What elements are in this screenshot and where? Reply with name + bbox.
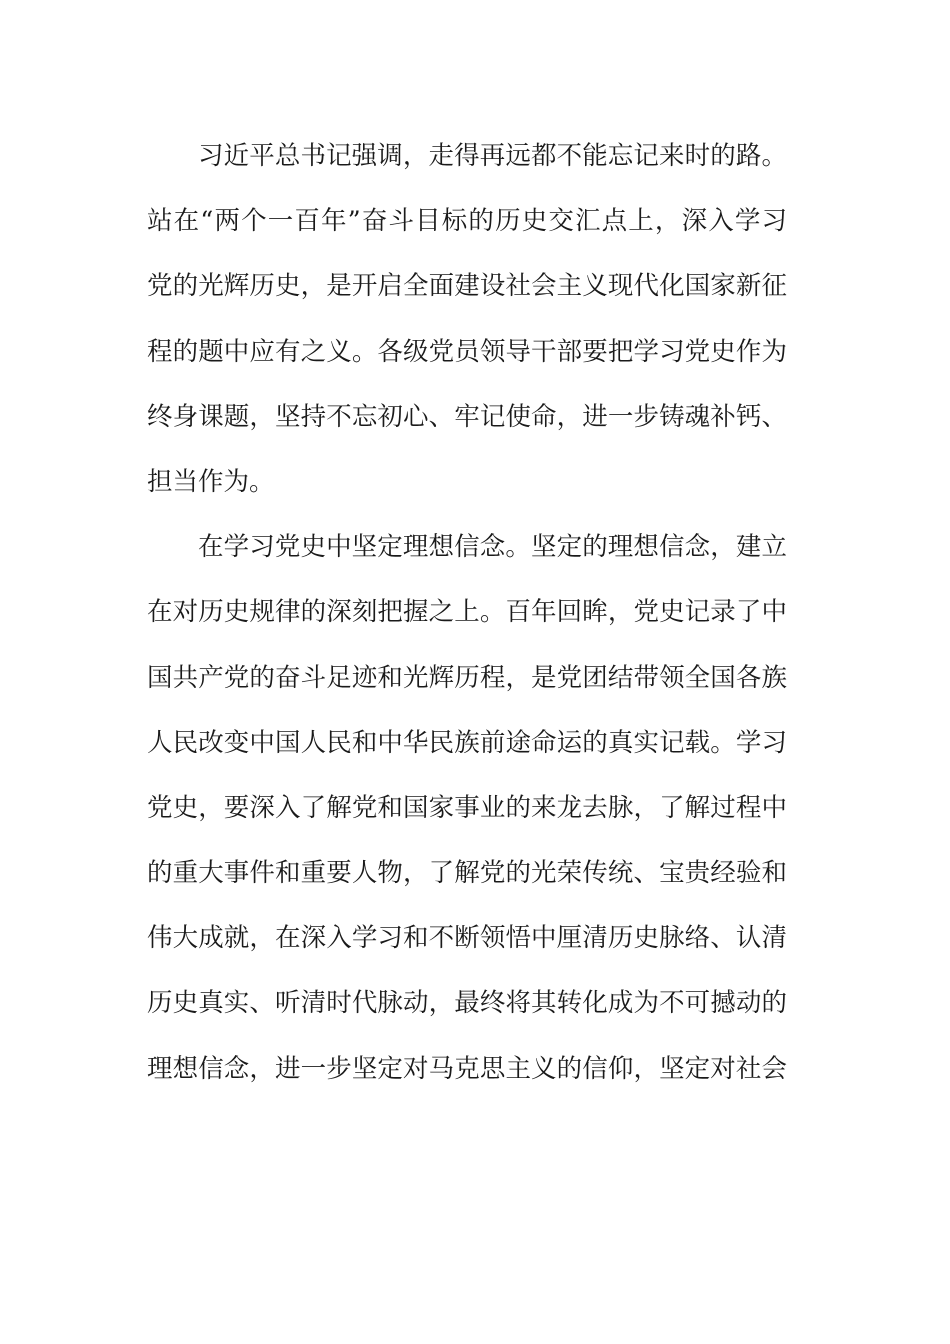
text-line: 终身课题，坚持不忘初心、牢记使命，进一步铸魂补钙、	[147, 401, 787, 432]
text-line: 担当作为。	[147, 466, 275, 497]
text-line: 在学习党史中坚定理想信念。坚定的理想信念，建立	[198, 532, 787, 563]
text-line: 习近平总书记强调，走得再远都不能忘记来时的路。	[198, 141, 787, 171]
text-line: 伟大成就，在深入学习和不断领悟中厘清历史脉络、认清	[147, 923, 787, 954]
text-line: 站在“两个一百年”奋斗目标的历史交汇点上，深入学习	[147, 206, 787, 237]
paragraph-1	[147, 124, 787, 515]
text-line: 在对历史规律的深刻把握之上。百年回眸，党史记录了中	[147, 597, 787, 628]
text-line: 国共产党的奋斗足迹和光辉历程，是党团结带领全国各族	[147, 662, 787, 693]
text-line: 人民改变中国人民和中华民族前途命运的真实记载。学习	[147, 727, 787, 758]
text-line: 程的题中应有之义。各级党员领导干部要把学习党史作为	[147, 336, 787, 367]
text-line: 历史真实、听清时代脉动，最终将其转化成为不可撼动的	[147, 988, 787, 1019]
document-body	[147, 124, 787, 1102]
text-line: 的重大事件和重要人物，了解党的光荣传统、宝贵经验和	[147, 858, 787, 889]
text-line: 党史，要深入了解党和国家事业的来龙去脉，了解过程中	[147, 792, 787, 823]
text-line: 党的光辉历史，是开启全面建设社会主义现代化国家新征	[147, 271, 787, 302]
text-line: 理想信念，进一步坚定对马克思主义的信仰，坚定对社会	[147, 1053, 787, 1084]
paragraph-2	[147, 515, 787, 1102]
